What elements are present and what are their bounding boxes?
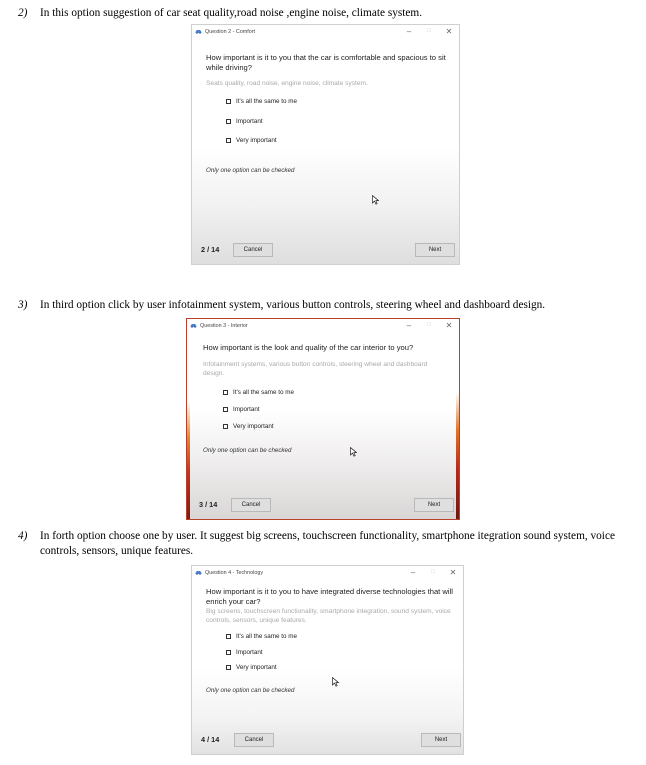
maximize-icon[interactable]: □ <box>427 28 431 34</box>
title-bar <box>192 566 463 579</box>
option-label: Very important <box>236 137 277 144</box>
window-footer <box>192 239 459 264</box>
minimize-icon[interactable]: – <box>406 27 412 36</box>
checkbox[interactable] <box>223 424 228 429</box>
question-title: How important is it to you to have integrated diverse technologies that will enrich your car? <box>206 587 453 606</box>
page-counter: 4 / 14 <box>201 735 220 744</box>
option-label: Important <box>236 649 263 656</box>
maximize-icon[interactable]: □ <box>431 569 435 575</box>
option-very-important[interactable] <box>223 423 274 430</box>
minimize-icon[interactable]: – <box>406 321 412 330</box>
instruction-paragraph-3 <box>18 298 633 314</box>
question-description: Big screens, touchscreen functionality, smartphone integration, sound system, voice controls, sensors, unique features. <box>206 608 451 624</box>
window-footer <box>187 494 459 519</box>
paragraph-text: In this option suggestion of car seat quality,road noise ,engine noise, climate system. <box>40 7 423 19</box>
question-description: Seats quality, road noise, engine noise, climate system. <box>206 80 368 87</box>
option-label: Very important <box>236 664 277 671</box>
checkbox[interactable] <box>226 665 231 670</box>
checkbox[interactable] <box>226 634 231 639</box>
close-icon[interactable]: ✕ <box>445 321 453 330</box>
selection-note: Only one option can be checked <box>206 167 295 174</box>
window-footer <box>192 729 463 754</box>
page-counter: 3 / 14 <box>199 500 218 509</box>
question-window-comfort <box>191 24 460 265</box>
option-label: Very important <box>233 423 274 430</box>
selection-note: Only one option can be checked <box>203 447 292 454</box>
cancel-button[interactable]: Cancel <box>231 498 271 512</box>
question-title: How important is it to you that the car is comfortable and spacious to sit while driving? <box>206 53 446 72</box>
maximize-icon[interactable]: □ <box>427 322 431 328</box>
question-title: How important is the look and quality of the car interior to you? <box>203 343 414 352</box>
checkbox[interactable] <box>223 390 228 395</box>
cancel-button[interactable]: Cancel <box>233 243 273 257</box>
option-label: Important <box>236 118 263 125</box>
next-button[interactable]: Next <box>414 498 454 512</box>
mouse-cursor-icon <box>372 195 380 205</box>
close-icon[interactable]: ✕ <box>449 568 457 577</box>
question-window-interior <box>186 318 460 520</box>
next-button[interactable]: Next <box>421 733 461 747</box>
title-bar <box>187 319 459 332</box>
page-counter: 2 / 14 <box>201 245 220 254</box>
question-window-technology <box>191 565 464 755</box>
paragraph-text: In third option click by user infotainment system, various button controls, steering wheel and dashboard design. <box>40 299 546 311</box>
checkbox[interactable] <box>226 138 231 143</box>
option-label: It's all the same to me <box>236 633 298 640</box>
checkbox[interactable] <box>226 650 231 655</box>
paragraph-number: 2) <box>18 7 28 19</box>
cancel-button[interactable]: Cancel <box>234 733 274 747</box>
option-same[interactable] <box>226 98 297 105</box>
option-very-important[interactable] <box>226 664 277 671</box>
option-important[interactable] <box>223 406 260 413</box>
car-icon <box>195 570 202 575</box>
minimize-icon[interactable]: – <box>410 568 416 577</box>
option-same[interactable] <box>226 633 297 640</box>
window-content <box>192 38 459 264</box>
mouse-cursor-icon <box>332 677 340 687</box>
option-label: It's all the same to me <box>236 98 298 105</box>
checkbox[interactable] <box>226 119 231 124</box>
option-very-important[interactable] <box>226 137 277 144</box>
paragraph-number: 3) <box>18 299 28 311</box>
instruction-paragraph-4 <box>18 529 633 561</box>
title-bar <box>192 25 459 38</box>
close-icon[interactable]: ✕ <box>445 27 453 36</box>
option-label: Important <box>233 406 260 413</box>
option-label: It's all the same to me <box>233 389 295 396</box>
checkbox[interactable] <box>226 99 231 104</box>
instruction-paragraph-2 <box>18 6 633 22</box>
window-content <box>187 332 459 519</box>
option-same[interactable] <box>223 389 294 396</box>
car-icon <box>195 29 202 34</box>
car-icon <box>190 323 197 328</box>
window-title: Question 2 - Comfort <box>205 28 256 35</box>
option-important[interactable] <box>226 649 263 656</box>
question-description: Infotainment systems, various button controls, steering wheel and dashboard design. <box>203 361 428 377</box>
option-important[interactable] <box>226 118 263 125</box>
mouse-cursor-icon <box>350 447 358 457</box>
checkbox[interactable] <box>223 407 228 412</box>
paragraph-text: In forth option choose one by user. It suggest big screens, touchscreen functionality, smartphone itegration sound system, voice controls, sensors, unique features. <box>40 530 615 557</box>
window-title: Question 4 - Technology <box>205 569 264 576</box>
selection-note: Only one option can be checked <box>206 687 295 694</box>
paragraph-number: 4) <box>18 530 28 542</box>
window-title: Question 3 - Interior <box>200 322 248 329</box>
window-content <box>192 579 463 754</box>
next-button[interactable]: Next <box>415 243 455 257</box>
